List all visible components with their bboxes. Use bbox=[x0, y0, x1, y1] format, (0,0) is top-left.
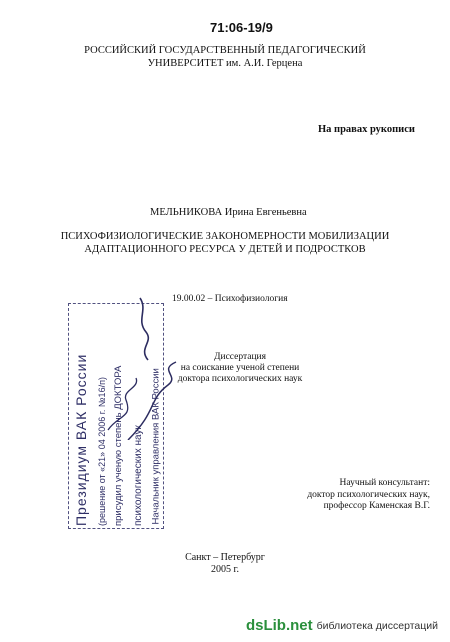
city: Санкт – Петербург bbox=[185, 552, 265, 563]
degree-line-3: доктора психологических наук bbox=[177, 374, 303, 384]
university-line-2: УНИВЕРСИТЕТ им. А.И. Герцена bbox=[147, 57, 303, 69]
title-line-2: АДАПТАЦИОННОГО РЕСУРСА У ДЕТЕЙ И ПОДРОСТКОВ bbox=[84, 244, 366, 255]
stamp-line-3: присудил ученую степень ДОКТОРА bbox=[113, 365, 124, 526]
handwritten-signature bbox=[88, 290, 188, 440]
document-code: 71:06-19/9 bbox=[210, 20, 273, 35]
footer-watermark bbox=[246, 617, 438, 634]
dslib-logo: dsLib.net bbox=[245, 617, 313, 634]
dissertation-title bbox=[0, 230, 450, 256]
university-name bbox=[0, 45, 450, 70]
manuscript-rights: На правах рукописи bbox=[318, 124, 415, 135]
year: 2005 г. bbox=[211, 564, 239, 575]
consultant-line-2: доктор психологических наук, bbox=[307, 489, 430, 500]
stamp-line-5: Начальник управления ВАК России bbox=[150, 368, 162, 525]
degree-line-1: Диссертация bbox=[214, 352, 266, 362]
author-name: МЕЛЬНИКОВА Ирина Евгеньевна bbox=[150, 207, 307, 218]
place-and-year bbox=[0, 552, 450, 576]
stamp-line-2: (решение от «21» 04 2006 г. №16/п) bbox=[97, 377, 107, 526]
consultant-line-1: Научный консультант: bbox=[339, 478, 430, 488]
title-line-1: ПСИХОФИЗИОЛОГИЧЕСКИЕ ЗАКОНОМЕРНОСТИ МОБИЛИЗАЦИИ bbox=[60, 231, 390, 242]
footer-text: библиотека диссертаций bbox=[316, 619, 438, 632]
specialty: 19.00.02 – Психофизиология bbox=[172, 294, 288, 304]
stamp-line-4: психологических наук bbox=[133, 425, 144, 526]
stamp-line-1: Президиум ВАК России bbox=[73, 353, 89, 526]
scientific-consultant bbox=[270, 478, 430, 513]
university-line-1: РОССИЙСКИЙ ГОСУДАРСТВЕННЫЙ ПЕДАГОГИЧЕСКИЙ bbox=[84, 45, 366, 56]
degree-line-2: на соискание ученой степени bbox=[180, 363, 300, 373]
consultant-line-3: профессор Каменская В.Г. bbox=[323, 501, 430, 511]
